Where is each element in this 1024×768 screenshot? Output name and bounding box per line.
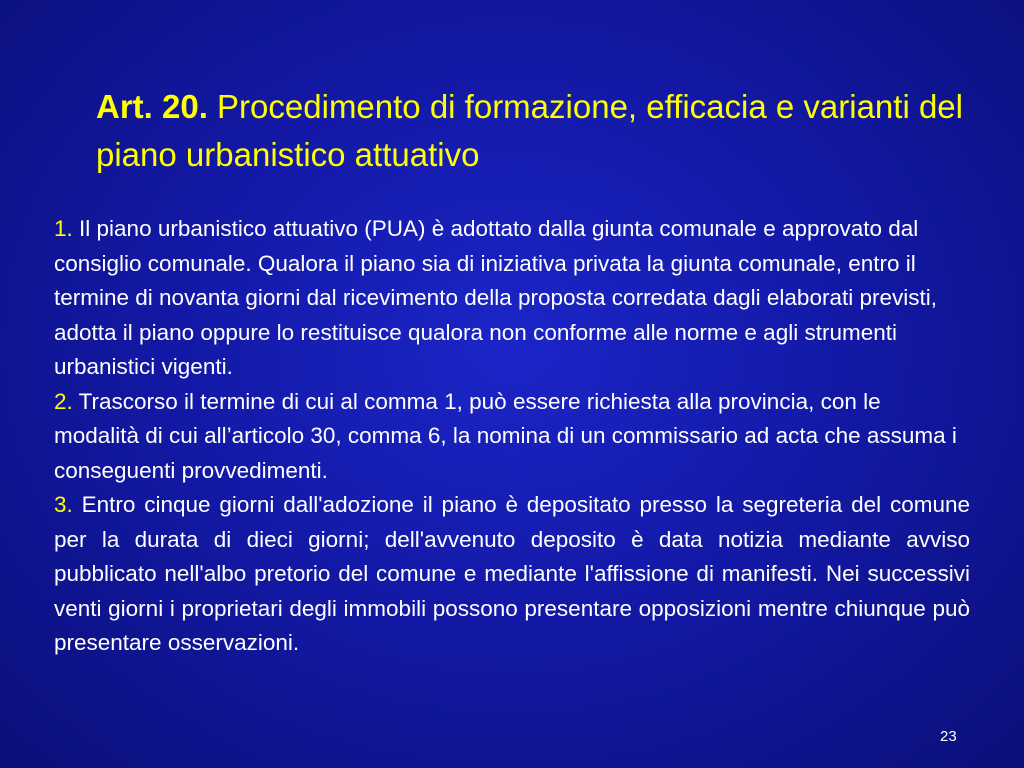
paragraph-text: Trascorso il termine di cui al comma 1, può essere richiesta alla provincia, con le modalità di cui all’articolo 30, comma 6, la nomina di un commissario ad acta che assuma i conseguenti provvedimenti. xyxy=(54,388,957,483)
paragraph-2 xyxy=(54,385,970,489)
paragraph-text: Entro cinque giorni dall'adozione il piano è depositato presso la segreteria del comune per la durata di dieci giorni; dell'avvenuto deposito è data notizia mediante avviso pubblicato nell'albo pretorio del comune e mediante l'affissione di manifesti. Nei successivi venti giorni i proprietari degli immobili possono presentare opposizioni mentre chiunque può presentare osservazioni. xyxy=(54,492,970,655)
paragraph-number: 1. xyxy=(54,216,73,241)
paragraph-number: 2. xyxy=(54,388,73,414)
slide-title xyxy=(96,83,976,179)
slide-body xyxy=(54,212,970,661)
article-title: Procedimento di formazione, efficacia e varianti del piano urbanistico attuativo xyxy=(96,88,963,173)
paragraph-number: 3. xyxy=(54,492,73,517)
paragraph-text: Il piano urbanistico attuativo (PUA) è adottato dalla giunta comunale e approvato dal consiglio comunale. Qualora il piano sia di iniziativa privata la giunta comunale, entro il termine di novanta giorni dal ricevimento della proposta corredata dagli elaborati previsti, adotta il piano oppure lo restituisce qualora non conforme alle norme e agli strumenti urbanistici vigenti. xyxy=(54,216,937,379)
paragraph-1 xyxy=(54,212,970,385)
article-label: Art. 20. xyxy=(96,88,208,125)
paragraph-3 xyxy=(54,488,970,661)
page-number: 23 xyxy=(940,728,957,745)
